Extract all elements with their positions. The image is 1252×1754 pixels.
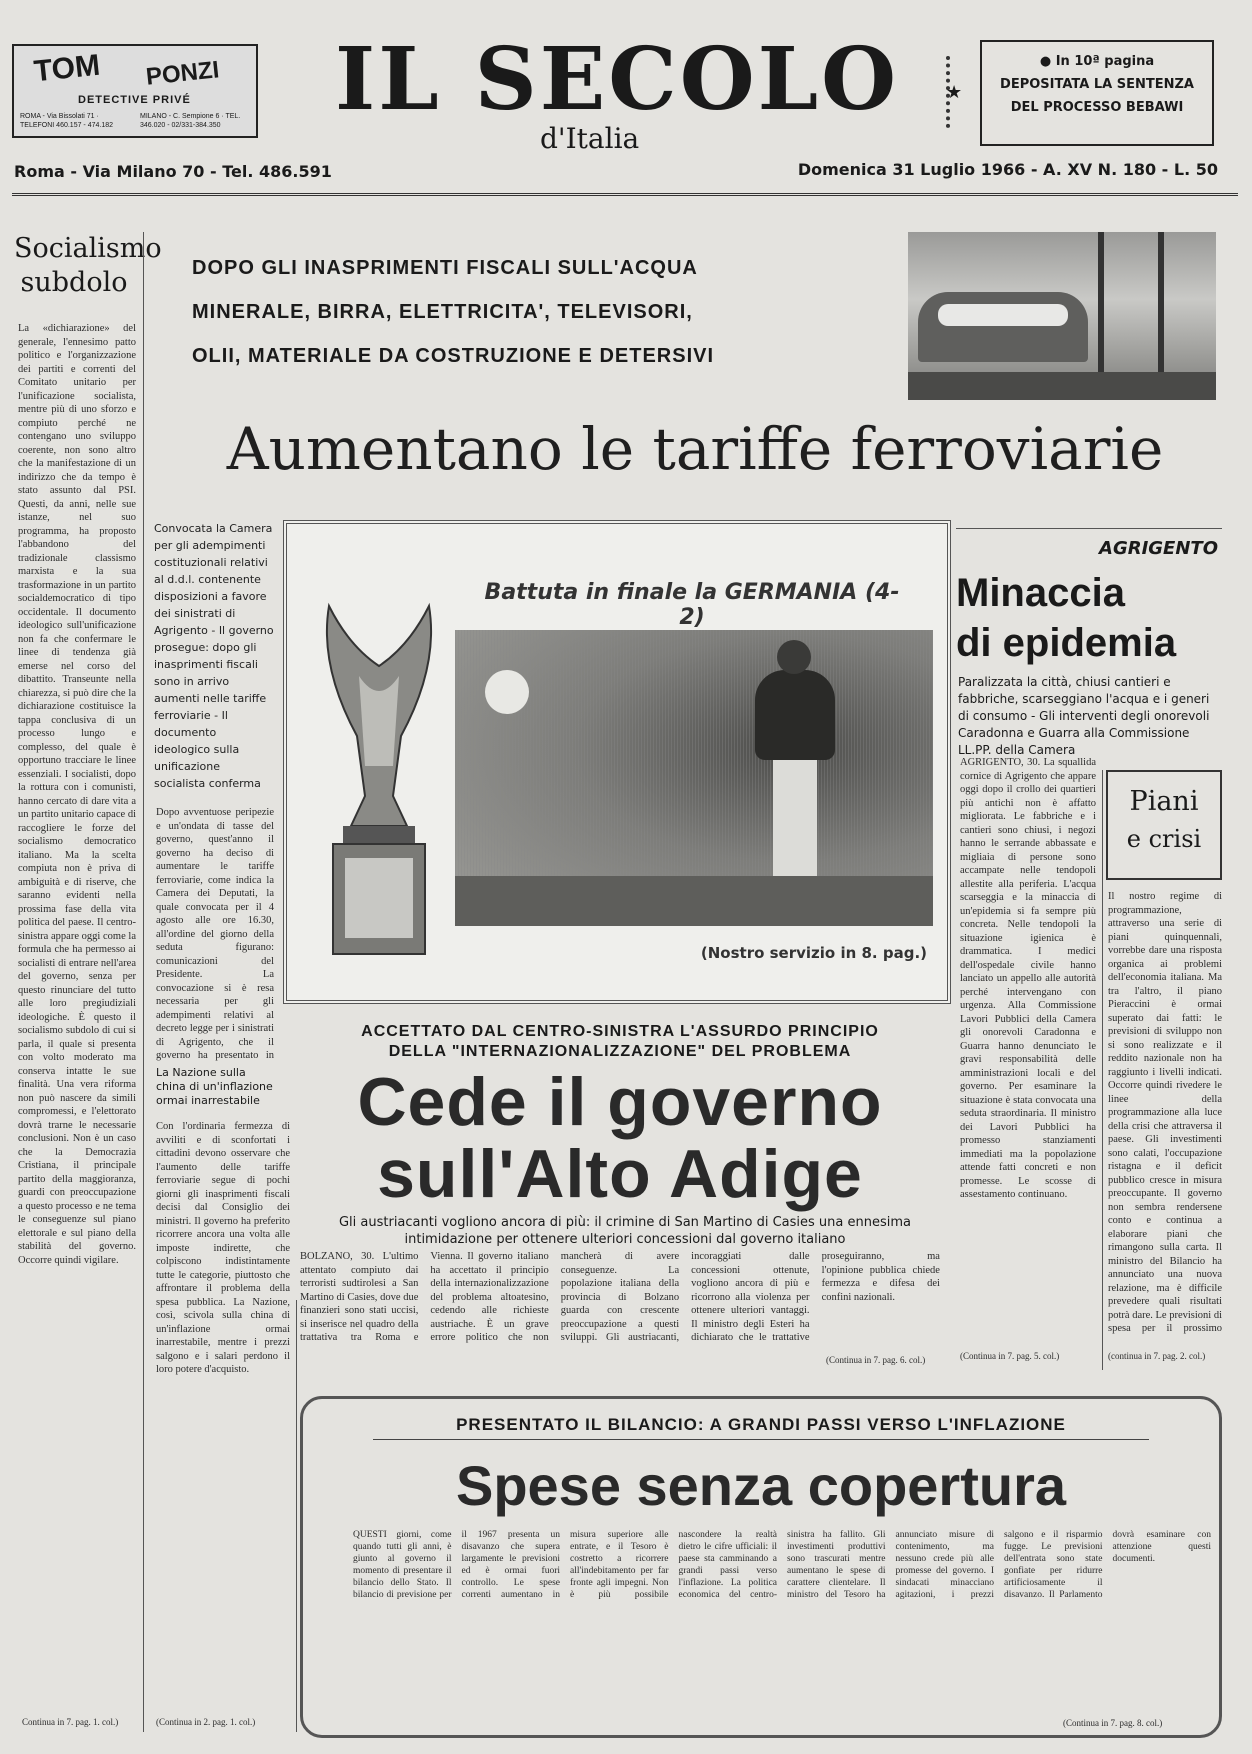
agrigento-continued: (Continua in 7. pag. 5. col.)	[960, 1351, 1060, 1361]
player-torso	[755, 670, 835, 760]
match-photo	[455, 630, 933, 926]
alto-adige-lead: Gli austriacanti vogliono ancora di più: il crimine di San Martino di Casies una ennesima intimidazione per ottenere ulteriori concessioni dal governo italiano	[338, 1215, 912, 1247]
editorial-title	[14, 232, 162, 300]
notice-line-3: DEL PROCESSO BEBAWI	[1010, 100, 1184, 115]
bilancio-body: QUESTI giorni, come quando tutti gli anni, è giunto al governo il momento di presentare il bilancio dello Stato. Il bilancio di previsione per il 1967 presenta un disavanzo che supera largamente le previsioni ed è ormai fuori controllo. Le spese correnti aumentano in misura superiore alle entrate, e il Tesoro è costretto a ricorrere all'indebitamento per far fronte agli impegni. Non è più possibile nascondere la realtà dietro le cifre ufficiali: il paese sta camminando a grandi passi verso l'inflazione. La politica economica del centro-sinistra ha fallito. Gli investimenti produttivi sono trascurati mentre aumentano le spese di carattere clientelare. Il ministro del Tesoro ha annunciato misure di contenimento, ma nessuno crede più alle promesse del governo. I sindacati minacciano agitazioni, i prezzi salgono e il risparmio fugge. Le previsioni dell'entrata sono state gonfiate per ridurre artificiosamente il disavanzo. Il Parlamento dovrà esaminare con attenzione questi documenti.	[353, 1530, 1211, 1600]
title-dots	[946, 56, 950, 128]
world-cup-caption: Battuta in finale la GERMANIA (4-2)	[484, 580, 900, 630]
bilancio-box	[300, 1396, 1222, 1738]
piani-continued: (continua in 7. pag. 2. col.)	[1108, 1351, 1206, 1361]
player-head	[777, 640, 811, 674]
agrigento-rule	[956, 528, 1222, 529]
notice-line-1-text: In 10ª pagina	[1055, 54, 1155, 69]
ad-address-right: MILANO - C. Sempione 6 · TEL. 346.020 - 02/331-384.350	[140, 113, 241, 129]
agrigento-divider	[1102, 770, 1103, 1370]
piani-title-box	[1106, 770, 1222, 880]
newspaper-subtitle: d'Italia	[540, 122, 640, 155]
notice-line-2: DEPOSITATA LA SENTENZA	[1000, 77, 1194, 92]
agrigento-headline	[956, 568, 1224, 668]
newspaper-title: IL SECOLO	[334, 29, 900, 130]
main-kicker-line-1: DOPO GLI INASPRIMENTI FISCALI SULL'ACQUA	[192, 257, 698, 279]
agrigento-body: AGRIGENTO, 30. La squallida cornice di Agrigento che appare oggi dopo il crollo dei quartieri più antichi non è affatto migliorata. Le fabbriche e i cantieri sono chiusi, i negozi hanno le serrande abbassate e migliaia di persone sono accampate nelle tendopoli allestite alla periferia. L'acqua scarseggia e la minaccia di un'epidemia si fa sempre più concreta. Nelle tendopoli la situazione igienica è drammatica. I medici dell'ospedale civile hanno lanciato un appello alle autorità perché intervengano con urgenza. Alla Commissione Lavori Pubblici della Camera gli onorevoli Caradonna e Guarra hanno denunciato le gravi responsabilità delle amministrazioni locali e del governo. Per esaminare la situazione è stata convocata una seduta straordinaria. Il ministro dei Lavori Pubblici ha promesso stanziamenti immediati ma la popolazione attende fatti concreti e non promesse. Le scosse di assestamento continuano.	[960, 757, 1096, 1200]
editorial-divider	[143, 232, 144, 1732]
main-kicker	[192, 246, 832, 378]
alto-adige-kicker-2: DELLA "INTERNAZIONALIZZAZIONE" DEL PROBLEMA	[388, 1043, 852, 1060]
train-window	[938, 304, 1068, 326]
alto-adige-continued: (Continua in 7. pag. 6. col.)	[826, 1355, 926, 1365]
ad-name-1: TOM	[32, 48, 102, 89]
ad-tagline: DETECTIVE PRIVÉ	[78, 94, 191, 106]
main-divider	[296, 1300, 297, 1732]
agrigento-headline-1: Minaccia	[956, 571, 1125, 615]
train-photo	[908, 232, 1216, 400]
jules-rimet-trophy	[309, 586, 449, 966]
piani-body: Il nostro regime di programmazione, attraverso una serie di piani quinquennali, vorrebbe dare una risposta organica ai problemi dell'economia italiana. Ma tra l'altro, il piano Pieraccini è ormai superato dai fatti: le previsioni di sviluppo non si sono realizzate e il reddito nazionale non ha raggiunto i livelli indicati. Occorre quindi rivedere le linee della programmazione alla luce della crisi che attraversa il paese. Gli investimenti sono calati, l'occupazione ristagna e il deficit pubblico cresce in misura preoccupante. Il governo non sembra rendersene conto e continua a elaborare piani che rimangono sulla carta. Il ministro del Bilancio ha annunciato una nuova relazione, ma è difficile prevedere quali risultati potrà dare. Le previsioni di spesa per il prossimo	[1108, 891, 1222, 1334]
editorial-title-2: subdolo	[20, 267, 128, 298]
train-shape	[918, 292, 1088, 362]
main-headline: Aumentano le tariffe ferroviarie	[226, 415, 1164, 483]
alto-adige-headline-2: sull'Alto Adige	[377, 1136, 863, 1212]
piani-title-2: e crisi	[1126, 825, 1202, 853]
main-kicker-line-2: MINERALE, BIRRA, ELETTRICITA', TELEVISORI,	[192, 301, 693, 323]
bilancio-headline: Spese senza copertura	[455, 1454, 1067, 1517]
ad-name-2: PONZI	[144, 56, 221, 91]
alto-adige-kicker-1: ACCETTATO DAL CENTRO-SINISTRA L'ASSURDO PRINCIPIO	[361, 1023, 879, 1040]
alto-adige-kicker	[300, 1022, 940, 1062]
main-subtitle: La Nazione sulla china di un'inflazione ormai inarrestabile	[156, 1066, 273, 1107]
ad-address-left: ROMA - Via Bissolati 71 · TELEFONI 460.157 - 474.182	[20, 113, 113, 129]
main-continued: (Continua in 2. pag. 1. col.)	[156, 1717, 256, 1727]
player-legs	[773, 760, 817, 880]
editorial-title-1: Socialismo	[14, 233, 162, 264]
masthead-dateline: Domenica 31 Luglio 1966 - A. XV N. 180 - L. 50	[797, 160, 1218, 179]
agrigento-kicker: AGRIGENTO	[1099, 538, 1218, 559]
masthead-address: Roma - Via Milano 70 - Tel. 486.591	[14, 162, 332, 181]
notice-box	[980, 40, 1214, 146]
main-body: Dopo avventuose peripezie e un'ondata di tasse del governo, quest'anno il governo ha deciso di aumentare le tariffe ferroviarie, come indica la Camera dei Deputati, la quale convocata per il 4 agosto alle ore 16.30, all'ordine del giorno della seduta figurano: comunicazioni del Presidente. La convocazione si è resa necessaria per gli adempimenti relativi al decreto legge per i sinistrati di Agrigento, che il governo ha presentato in	[156, 807, 274, 1061]
editorial-continued: Continua in 7. pag. 1. col.)	[22, 1717, 119, 1727]
tom-ponzi-ad	[12, 44, 258, 138]
notice-line-1: ● In 10ª pagina	[1039, 54, 1155, 69]
bilancio-kicker-rule	[373, 1439, 1149, 1440]
title-star-icon: ★	[946, 82, 963, 103]
editorial-body: La «dichiarazione» del generale, l'ennesimo patto politico e l'organizzazione dei partiti e correnti del Comitato unitario per l'unificazione socialista, mentre più di uno sforzo e compiuto perché ne contengano uno sviluppo coerente, non sono altro che la manifestazione di un indirizzo che da tempo è stato assunto dal PSI. Questi, da anni, nelle sue istanze, nel suo programma, ha proposto l'abbandono del tradizionale classismo marxista e la sua trasformazione in un partito socialdemocratico di tipo occidentale. Il documento ideologico sull'unificazione non fa che confermare le linee di tendenza già emerse nel corso del dibattito. Transeunte nella chiarezza, si può dire che la dichiarazione costituisce la tappa conclusiva di un processo lungo e complesso, del quale è opportuno tracciare le linee essenziali. I socialisti, dopo la rottura con i comunisti, hanno cercato di dare vita a un partito unitario capace di raccogliere le forze del socialismo democratico italiano. Ma la scelta compiuta non è priva di ambiguità e di riserve, che saranno evidenti nella prossima fase della vita politica del paese. Il centro-sinistra appare oggi come la formula che ha permesso ai socialisti di entrare nell'area del governo, senza per questo rinunciare del tutto alle loro pregiudiziali ideologiche. È questo il socialismo subdolo di cui si parla, il quale si presenta con volto moderato ma conserva intatte le sue finalità. Una vera riforma non può nascere da simili compromessi, e l'elettorato dovrà trarne le necessarie conclusioni. Non è un caso che la Democrazia Cristiana, il principale partito della maggioranza, guardi con preoccupazione a questo processo e ne tema le conseguenze sul piano elettorale e sul piano della stabilità del governo. Occorre quindi vigilare.	[18, 323, 136, 1266]
masthead-rule	[12, 193, 1238, 196]
bilancio-kicker: PRESENTATO IL BILANCIO: A GRANDI PASSI VERSO L'INFLAZIONE	[456, 1415, 1066, 1434]
piani-title-1: Piani	[1129, 786, 1199, 817]
alto-adige-headline	[300, 1066, 940, 1210]
track-bed	[908, 372, 1216, 400]
agrigento-headline-2: di epidemia	[956, 621, 1177, 665]
ball	[485, 670, 529, 714]
bilancio-continued: (Continua in 7. pag. 8. col.)	[1063, 1718, 1163, 1728]
alto-adige-headline-1: Cede il governo	[357, 1064, 883, 1140]
main-lead: Convocata la Camera per gli adempimenti costituzionali relativi al d.d.l. contenente disposizioni a favore dei sinistrati di Agrigento - Il governo prosegue: dopo gli inasprimenti fiscali sono in arrivo aumenti nelle tariffe ferroviarie - Il documento ideologico sulla unificazione socialista conferma	[154, 522, 274, 790]
agrigento-lead: Paralizzata la città, chiusi cantieri e fabbriche, scarseggiano l'acqua e i generi di consumo - Gli interventi degli onorevoli Caradonna e Guarra alla Commissione LL.PP. della Camera	[958, 675, 1210, 757]
pitch	[455, 876, 933, 926]
world-cup-credit: (Nostro servizio in 8. pag.)	[700, 944, 927, 962]
world-cup-box	[283, 520, 951, 1004]
main-body-2: Con l'ordinaria fermezza di avviliti e di sconfortati i cittadini devono osservare che l'aumento delle tariffe ferroviarie segue di pochi giorni gli inasprimenti fiscali decisi dal Consiglio dei ministri. Il governo ha preferito ricorrere ancora una volta alle imposte indirette, che colpiscono indistintamente tutte le categorie, piuttosto che affrontare il problema della spesa pubblica. La Nazione, così, scivola sulla china di un'inflazione ormai inarrestabile, mentre i prezzi salgono e i salari perdono il loro potere d'acquisto.	[156, 1121, 290, 1375]
main-kicker-line-3: OLII, MATERIALE DA COSTRUZIONE E DETERSIVI	[192, 345, 715, 367]
alto-adige-body: BOLZANO, 30. L'ultimo attentato compiuto dai terroristi sudtirolesi a San Martino di Casies, dove due finanzieri sono stati uccisi, si inserisce nel quadro della trattativa tra Roma e Vienna. Il governo italiano ha accettato il principio della internazionalizzazione del problema altoatesino, cedendo alle richieste austriache. È un grave errore politico che non mancherà di avere conseguenze. La popolazione italiana della provincia di Bolzano guarda con crescente preoccupazione a questi sviluppi. Gli austriacanti, incoraggiati dalle concessioni ottenute, vogliono ancora di più e ricorrono alla violenza per ottenere ulteriori vantaggi. Il ministro degli Esteri ha dichiarato che le trattative proseguiranno, ma l'opinione pubblica chiede fermezza e difesa dei confini nazionali.	[300, 1251, 940, 1343]
